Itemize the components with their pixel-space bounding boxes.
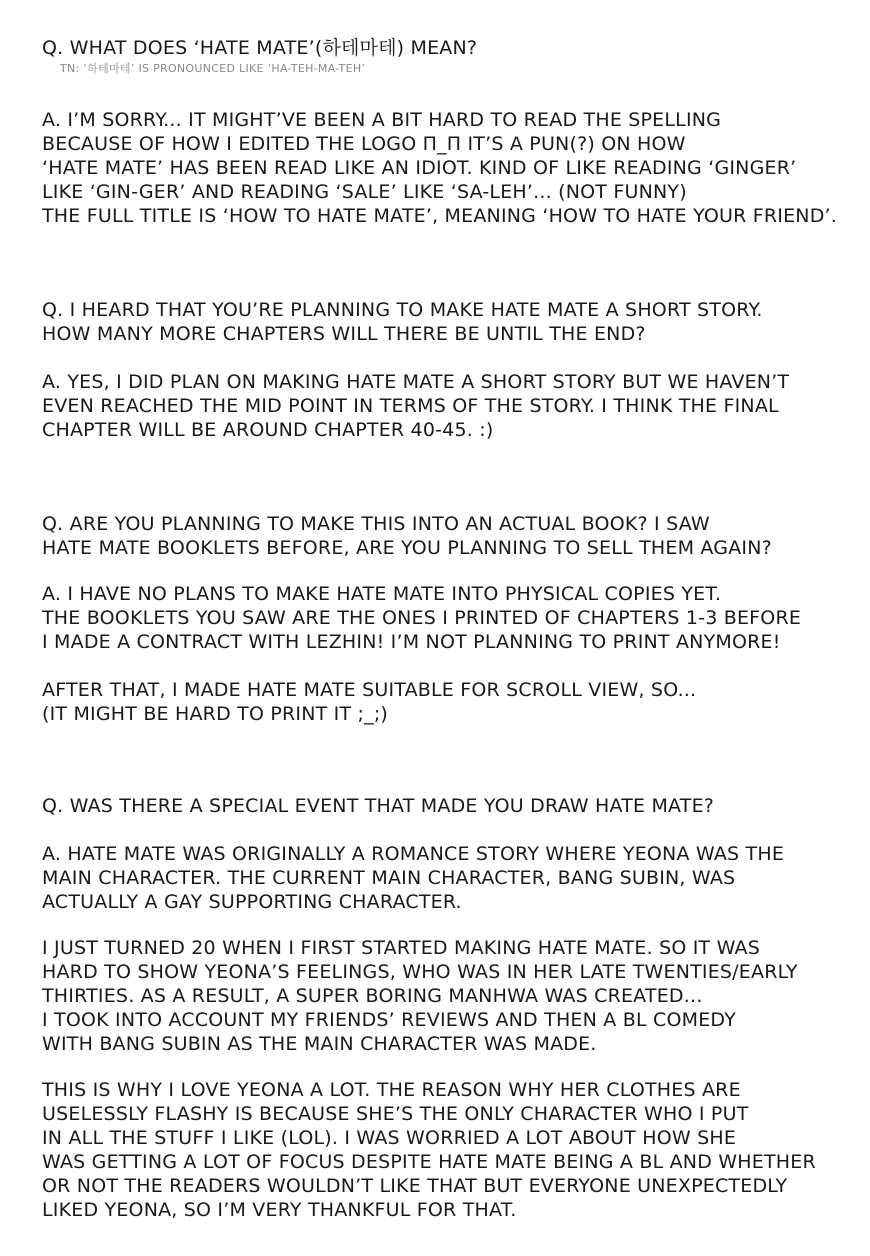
question-line: Q. ARE YOU PLANNING TO MAKE THIS INTO AN ACTUAL BOOK? I SAW	[42, 513, 710, 535]
translator-note: TN: ‘하테마테’ IS PRONOUNCED LIKE ‘HA-TEH-MA-TEH’	[60, 62, 366, 75]
answer-line: WITH BANG SUBIN AS THE MAIN CHARACTER WAS MADE.	[42, 1033, 597, 1055]
answer-line: THIRTIES. AS A RESULT, A SUPER BORING MANHWA WAS CREATED...	[42, 985, 703, 1007]
answer-line: LIKE ‘GIN-GER’ AND READING ‘SALE’ LIKE ‘SA-LEH’... (NOT FUNNY)	[42, 181, 687, 203]
answer-line: MAIN CHARACTER. THE CURRENT MAIN CHARACTER, BANG SUBIN, WAS	[42, 867, 736, 889]
answer-line: CHAPTER WILL BE AROUND CHAPTER 40-45. :)	[42, 419, 494, 441]
answer-line: I MADE A CONTRACT WITH LEZHIN! I’M NOT PLANNING TO PRINT ANYMORE!	[42, 631, 781, 653]
answer-line: A. I HAVE NO PLANS TO MAKE HATE MATE INTO PHYSICAL COPIES YET.	[42, 583, 722, 605]
answer-line: I TOOK INTO ACCOUNT MY FRIENDS’ REVIEWS AND THEN A BL COMEDY	[42, 1009, 736, 1031]
answer-line: THE FULL TITLE IS ‘HOW TO HATE MATE’, MEANING ‘HOW TO HATE YOUR FRIEND’.	[42, 205, 838, 227]
answer-line: A. HATE MATE WAS ORIGINALLY A ROMANCE STORY WHERE YEONA WAS THE	[42, 843, 785, 865]
answer-line: ACTUALLY A GAY SUPPORTING CHARACTER.	[42, 891, 462, 913]
answer-line: AFTER THAT, I MADE HATE MATE SUITABLE FOR SCROLL VIEW, SO...	[42, 679, 697, 701]
question-line: Q. WAS THERE A SPECIAL EVENT THAT MADE YOU DRAW HATE MATE?	[42, 795, 715, 817]
answer-line: I JUST TURNED 20 WHEN I FIRST STARTED MAKING HATE MATE. SO IT WAS	[42, 937, 760, 959]
answer-line: THE BOOKLETS YOU SAW ARE THE ONES I PRINTED OF CHAPTERS 1-3 BEFORE	[42, 607, 802, 629]
answer-line: WAS GETTING A LOT OF FOCUS DESPITE HATE MATE BEING A BL AND WHETHER	[42, 1151, 816, 1173]
answer-line: OR NOT THE READERS WOULDN’T LIKE THAT BUT EVERYONE UNEXPECTEDLY	[42, 1175, 788, 1197]
answer-line: EVEN REACHED THE MID POINT IN TERMS OF THE STORY. I THINK THE FINAL	[42, 395, 779, 417]
question-line: Q. WHAT DOES ‘HATE MATE’(하테마테) MEAN?	[42, 37, 478, 59]
answer-line: USELESSLY FLASHY IS BECAUSE SHE’S THE ONLY CHARACTER WHO I PUT	[42, 1103, 749, 1125]
answer-line: (IT MIGHT BE HARD TO PRINT IT ;_;)	[42, 703, 389, 725]
answer-line: A. YES, I DID PLAN ON MAKING HATE MATE A SHORT STORY BUT WE HAVEN’T	[42, 371, 790, 393]
answer-line: ‘HATE MATE’ HAS BEEN READ LIKE AN IDIOT. KIND OF LIKE READING ‘GINGER’	[42, 157, 797, 179]
question-line: HOW MANY MORE CHAPTERS WILL THERE BE UNTIL THE END?	[42, 323, 646, 345]
answer-line: A. I’M SORRY... IT MIGHT’VE BEEN A BIT HARD TO READ THE SPELLING	[42, 109, 722, 131]
question-line: Q. I HEARD THAT YOU’RE PLANNING TO MAKE HATE MATE A SHORT STORY.	[42, 299, 763, 321]
answer-line: LIKED YEONA, SO I’M VERY THANKFUL FOR THAT.	[42, 1199, 517, 1221]
answer-line: IN ALL THE STUFF I LIKE (LOL). I WAS WORRIED A LOT ABOUT HOW SHE	[42, 1127, 737, 1149]
question-line: HATE MATE BOOKLETS BEFORE, ARE YOU PLANNING TO SELL THEM AGAIN?	[42, 537, 772, 559]
answer-line: THIS IS WHY I LOVE YEONA A LOT. THE REASON WHY HER CLOTHES ARE	[42, 1079, 741, 1101]
answer-line: BECAUSE OF HOW I EDITED THE LOGO Π_Π IT’S A PUN(?) ON HOW	[42, 133, 686, 155]
answer-line: HARD TO SHOW YEONA’S FEELINGS, WHO WAS IN HER LATE TWENTIES/EARLY	[42, 961, 798, 983]
